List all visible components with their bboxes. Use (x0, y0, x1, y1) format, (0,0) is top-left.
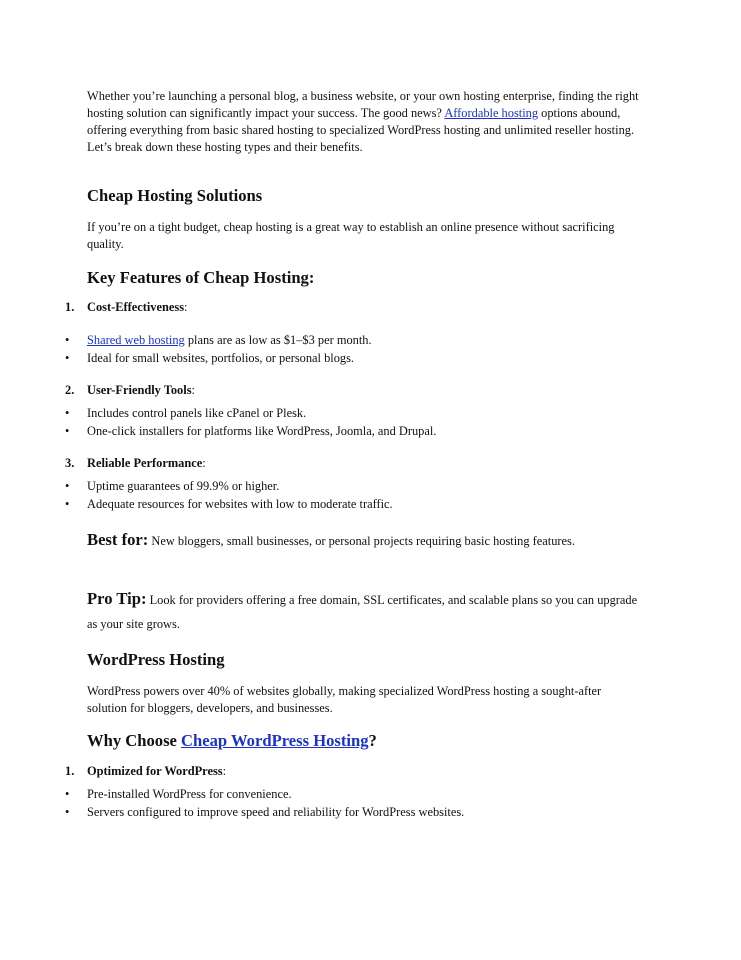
wordpress-hosting-heading: WordPress Hosting (87, 650, 225, 669)
bullet-icon: • (65, 787, 70, 801)
shared-web-hosting-link[interactable]: Shared web hosting (87, 333, 185, 347)
list-label-reliable-performance: Reliable Performance: (87, 456, 206, 470)
intro-text-after: options abound, offering everything from basic shared hosting to specialized WordPress hosting and unlimited reseller hosting. Let’s break down these hosting types and their benefits. (87, 106, 635, 154)
user-friendly-tools-bullets (65, 405, 665, 440)
bullet-icon: • (65, 804, 70, 819)
cheap-hosting-heading: Cheap Hosting Solutions (87, 186, 263, 205)
cheap-wordpress-hosting-link[interactable]: Cheap WordPress Hosting (181, 731, 369, 750)
list-label-optimized-for-wordpress: Optimized for WordPress: (87, 764, 227, 778)
list-item: • One-click installers for platforms like WordPress, Joomla, and Drupal. (65, 423, 665, 441)
list-item: • Includes control panels like cPanel or Plesk. (65, 405, 665, 423)
wordpress-paragraph: WordPress powers over 40% of websites globally, making specialized WordPress hosting a sought-after solution for bloggers, developers, and businesses. (87, 684, 602, 715)
list-number: 1. (65, 764, 75, 778)
cost-effectiveness-bullets (65, 332, 665, 367)
list-number: 1. (65, 300, 75, 314)
list-number: 3. (65, 456, 75, 470)
bullet-icon: • (65, 406, 70, 420)
key-features-heading: Key Features of Cheap Hosting: (87, 268, 315, 287)
best-for-note (87, 528, 647, 553)
optimized-for-wordpress-bullets (65, 786, 665, 821)
bullet-icon: • (65, 479, 70, 493)
bullet-icon: • (65, 350, 70, 365)
list-label-cost-effectiveness: Cost-Effectiveness: (87, 300, 188, 314)
reliable-performance-bullets (65, 478, 665, 513)
list-item: • Shared web hosting plans are as low as $1–$3 per month. (65, 332, 665, 350)
bullet-icon: • (65, 423, 70, 438)
pro-tip-label: Pro Tip: (87, 589, 147, 608)
affordable-hosting-link[interactable]: Affordable hosting (444, 106, 539, 120)
list-item: • Adequate resources for websites with low to moderate traffic. (65, 496, 665, 514)
best-for-label: Best for: (87, 530, 149, 549)
pro-tip-text: Look for providers offering a free domain, SSL certificates, and scalable plans so you can upgrade as your site grows. (87, 593, 638, 631)
pro-tip-note (87, 587, 647, 636)
list-label-user-friendly-tools: User-Friendly Tools: (87, 383, 195, 397)
intro-paragraph (87, 88, 641, 156)
list-number: 2. (65, 383, 75, 397)
why-choose-heading: Why Choose Cheap WordPress Hosting? (87, 731, 377, 750)
cheap-hosting-paragraph: If you’re on a tight budget, cheap hosting is a great way to establish an online presence without sacrificing quality. (87, 220, 615, 251)
list-item: • Ideal for small websites, portfolios, or personal blogs. (65, 350, 665, 368)
intro-text-before: Whether you’re launching a personal blog, a business website, or your own hosting enterprise, finding the right hosting solution can significantly impact your success. The good news? (87, 89, 639, 120)
bullet-icon: • (65, 496, 70, 511)
bullet-icon: • (65, 333, 70, 347)
best-for-text: New bloggers, small businesses, or personal projects requiring basic hosting features. (148, 534, 575, 548)
list-item: • Pre-installed WordPress for convenience. (65, 786, 665, 804)
list-item: • Uptime guarantees of 99.9% or higher. (65, 478, 665, 496)
list-item: • Servers configured to improve speed and reliability for WordPress websites. (65, 804, 665, 822)
